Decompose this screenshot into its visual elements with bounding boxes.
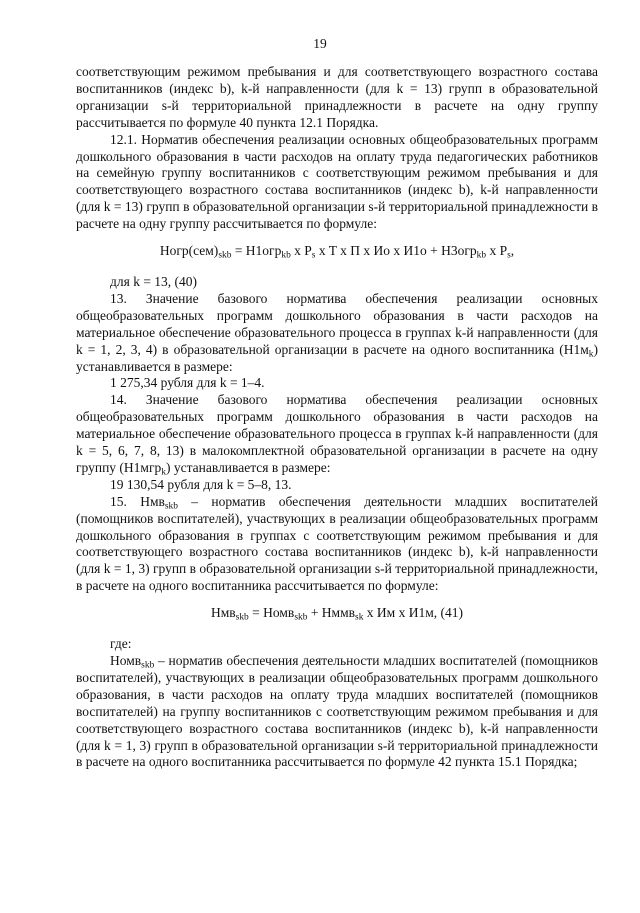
formula-40: $Hогр(сем)_{skb} = H1огр_{kb}$ x $P_s$ x T x П x Ио x И1о + Н3огр$_{kb}$ x $P_s$, [159, 243, 515, 261]
paragraph-12-1: 12.1. Норматив обеспечения реализации основных общеобразовательных программ дошкольного образования в части расходов на оплату труда педагогических работников на семейную группу воспитанников с соответствующим режимом пребывания и для соответствующего возрастного состава воспитанников (индекс b), k-й направленности (для k = 13) групп в образовательной организации s-й территориальной принадлежности в расчете на одну группу рассчитывается по формуле: [76, 131, 598, 232]
value-14: 19 130,54 рубля для k = 5–8, 13. [110, 476, 292, 492]
paragraph-15: 15. Нмв$_{skb}$ – норматив обеспечения деятельности младших воспитателей (помощников воспитателей), участвующих в реализации общеобразовательных программ дошкольного образования в группах с соответствующим режимом пребывания и для соответствующего возрастного состава воспитанников (индекс b), k-й направленности (для k = 1, 3) групп в образовательной организации s-й территориальной принадлежности, в расчете на одного воспитанника рассчитывается по формуле: [76, 493, 598, 594]
paragraph-14: 14. Значение базового норматива обеспечения реализации основных общеобразовательных программ дошкольного образования в части расходов на материальное обеспечение образовательного процесса в группах k-й направленности (для k = 5, 6, 7, 8, 13) в малокомплектной образовательной организации в расчете на одну группу (Н1мгр$_k$) устанавливается в размере: [76, 392, 598, 478]
paragraph: соответствующим режимом пребывания и для соответствующего возрастного состава воспитанников (индекс b), k-й направленности (для k = 13) групп в образовательной организации s-й территориальной принадлежности в расчете на одну группу рассчитывается по формуле 40 пункта 12.1 Порядка. [76, 64, 598, 130]
where-label: где: [110, 636, 132, 652]
document-body [76, 64, 598, 771]
page-number: 19 [313, 36, 327, 51]
formula-40-condition: для k = 13, (40) [110, 273, 198, 289]
formula-41: Нмв$_{skb}$ = Номв$_{skb}$ + Нммв$_{sk}$ x Им x И1м, (41) [210, 605, 463, 623]
paragraph-13: 13. Значение базового норматива обеспечения реализации основных общеобразовательных программ дошкольного образования в части расходов на материальное обеспечение образовательного процесса в группах k-й направленности (для k = 1, 2, 3, 4) в образовательной организации в расчете на одного воспитанника $(Н1м_k)$ устанавливается в размере: [76, 290, 598, 374]
value-13: 1 275,34 рубля для k = 1–4. [110, 375, 265, 391]
paragraph-nomv-definition: Номв$_{skb}$ – норматив обеспечения деятельности младших воспитателей (помощников воспитателей), участвующих в реализации общеобразовательных программ дошкольного образования, в части расходов на оплату труда младших воспитателей (помощников воспитателей) на группу воспитанников с соответствующим режимом пребывания и для соответствующего возрастного состава воспитанников (индекс b), k-й направленности (для k = 1, 3) групп в образовательной организации s-й территориальной принадлежности в расчете на одного воспитанника рассчитывается по формуле 42 пункта 15.1 Порядка; [76, 653, 598, 770]
